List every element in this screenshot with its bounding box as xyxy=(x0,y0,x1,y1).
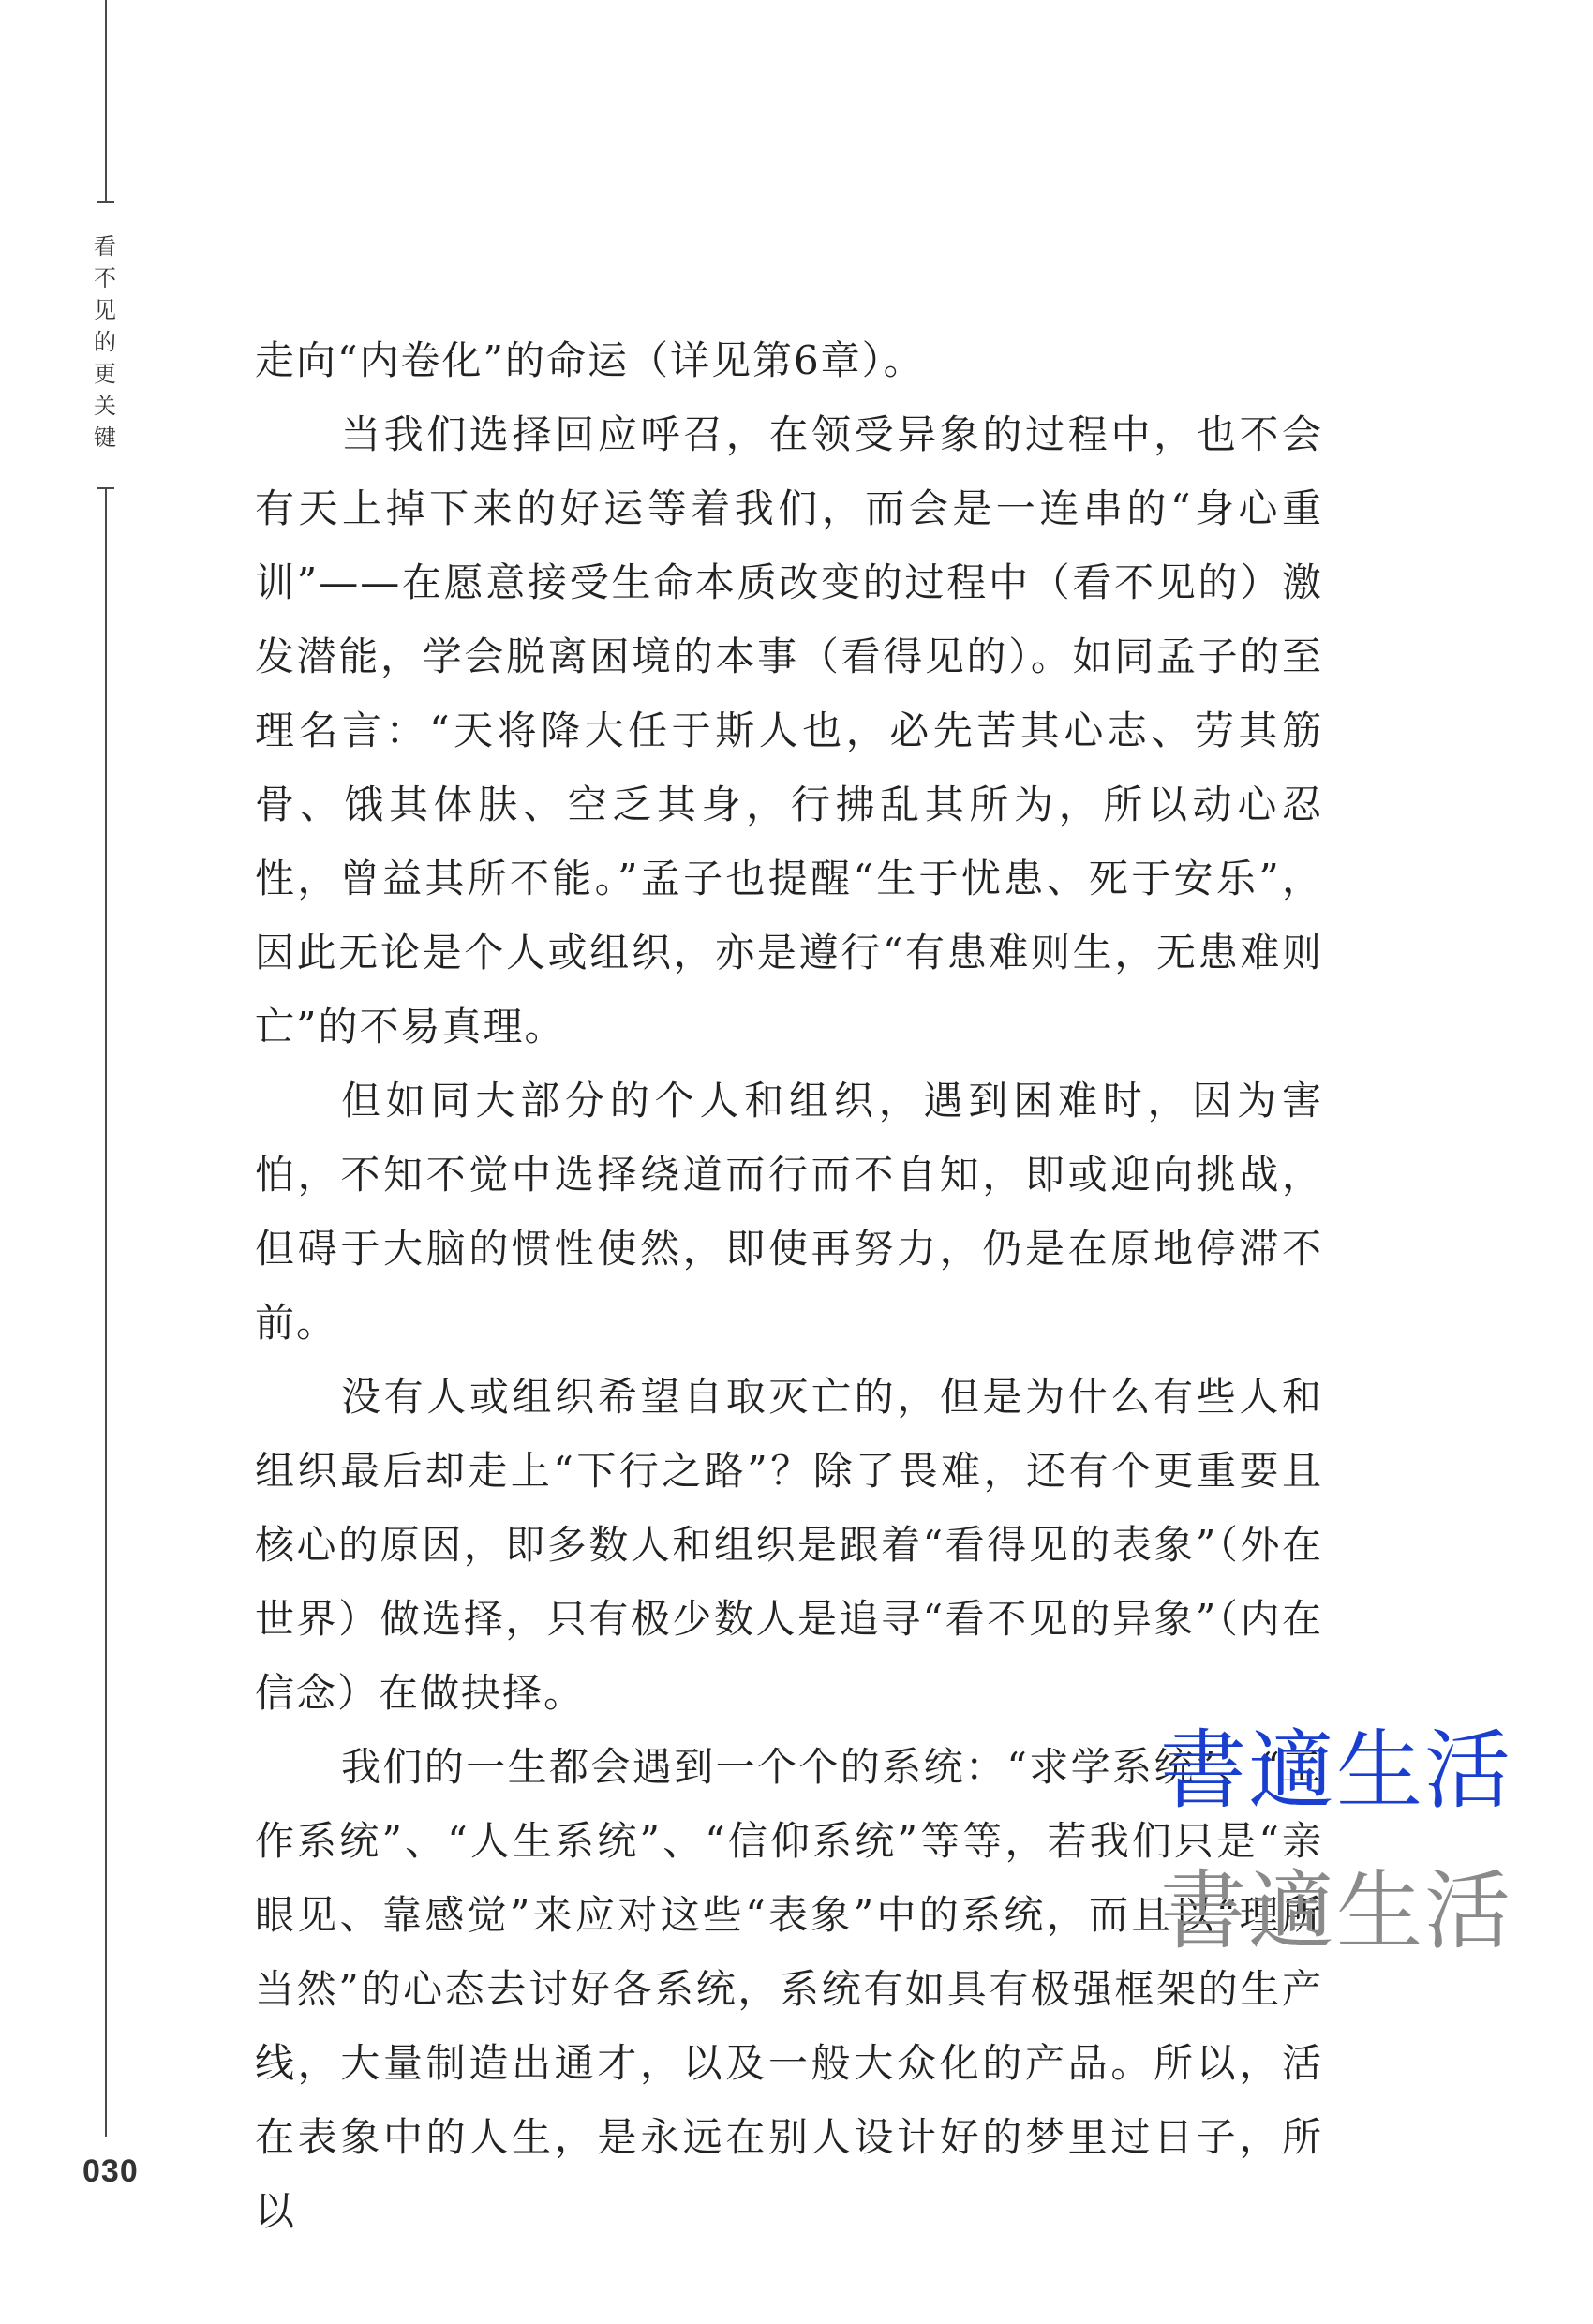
paragraph: 没有人或组织希望自取灭亡的，但是为什么有些人和组织最后却走上“下行之路”？除了畏难，还有个更重要且核心的原因，即多数人和组织是跟着“看得见的表象”（外在世界）做选择，只有极少数人是追寻“看不见的异象”（内在信念）在做抉择。 xyxy=(255,1374,1323,1716)
paragraph: 走向“内卷化”的命运（详见第6章）。 xyxy=(255,337,925,383)
margin-rule-top xyxy=(105,0,107,201)
running-head-char: 关 xyxy=(94,393,116,419)
running-head-char: 更 xyxy=(94,361,116,387)
running-head-char: 不 xyxy=(94,265,116,291)
running-head-char: 的 xyxy=(94,329,116,355)
page-number: 030 xyxy=(82,2153,139,2189)
watermark-gray: 書適生活 xyxy=(1160,1861,1513,1961)
margin-rule-tick-top xyxy=(97,201,114,203)
watermark-blue: 書適生活 xyxy=(1160,1721,1513,1821)
paragraph: 但如同大部分的个人和组织，遇到困难时，因为害怕，不知不觉中选择绕道而行而不自知，即或迎向挑战，但碍于大脑的惯性使然，即使再努力，仍是在原地停滞不前。 xyxy=(255,1078,1323,1346)
paragraph: 当我们选择回应呼召，在领受异象的过程中，也不会有天上掉下来的好运等着我们，而会是一连串的“身心重训”——在愿意接受生命本质改变的过程中（看不见的）激发潜能，学会脱离困境的本事（看得见的）。如同孟子的至理名言：“天将降大任于斯人也，必先苦其心志、劳其筋骨、饿其体肤、空乏其身，行拂乱其所为，所以动心忍性，曾益其所不能。”孟子也提醒“生于忧患、死于安乐”，因此无论是个人或组织，亦是遵行“有患难则生，无患难则亡”的不易真理。 xyxy=(255,411,1323,1050)
running-head-char: 看 xyxy=(94,233,116,260)
running-head-char: 见 xyxy=(94,297,116,323)
running-head-char: 键 xyxy=(94,425,116,451)
running-head xyxy=(90,231,120,454)
margin-rule-bottom xyxy=(105,487,107,2137)
paragraph: 我们的一生都会遇到一个个的系统：“求学系统”、“工作系统”、“人生系统”、“信仰系统”等等，若我们只是“亲眼见、靠感觉”来应对这些“表象”中的系统，而且以“理所当然”的心态去讨好各系统，系统有如具有极强框架的生产线，大量制造出通才，以及一般大众化的产品。所以，活在表象中的人生，是永远在别人设计好的梦里过日子，所以 xyxy=(255,1744,1323,2234)
